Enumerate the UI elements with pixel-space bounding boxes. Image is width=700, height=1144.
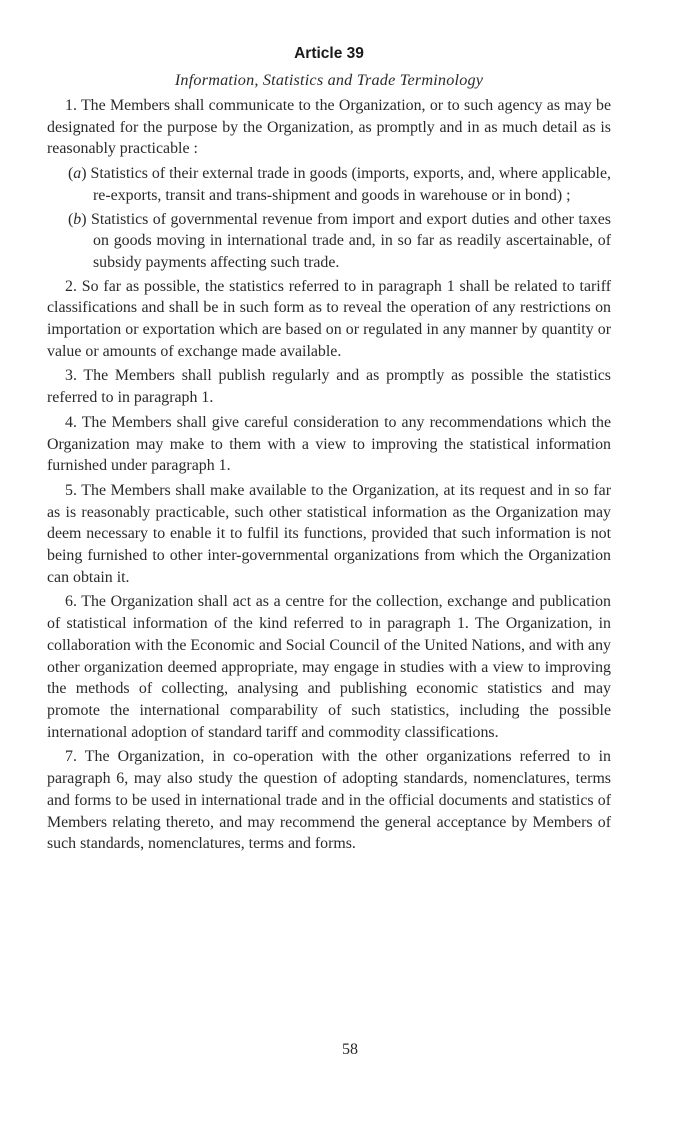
article-title: Article 39 [294, 45, 364, 62]
subparagraph-b [47, 209, 611, 274]
paragraph-5-text: 5. The Members shall make available to the Organization, at its request and in so far as is reasonably practicable, such other statistical information as the Organization may deem necessary to enable it to fulfil its functions, provided that such information is not being furnished to other inter-governmental organizations from which the Organization can obtain it. [47, 481, 611, 586]
subparagraph-b-text: Statistics of governmental revenue from import and export duties and other taxes on goods moving in international trade and, in so far as readily ascertainable, of subsidy payments affecting such trade. [90, 210, 611, 271]
paragraph-1 [47, 95, 611, 160]
subparagraph-a-text: Statistics of their external trade in goods (imports, exports, and, where applicable, re-exports, transit and trans-shipment and goods in warehouse or in bond) ; [90, 165, 611, 204]
paragraph-6-text: 6. The Organization shall act as a centre for the collection, exchange and publication of statistical information of the kind referred to in paragraph 1. The Organization, in collaboration with the Economic and Social Council of the United Nations, and with any other organization deemed appropriate, may engage in studies with a view to improving the methods of collecting, analysing and publishing economic statistics and may promote the international comparability of such statistics, including the possible international adoption of standard tariff and commodity classifications. [47, 593, 611, 741]
paragraph-2-text: 2. So far as possible, the statistics referred to in paragraph 1 shall be related to tariff classifications and shall be in such form as to reveal the operation of any restrictions on importation or exportation which are based on or regulated in any manner by quantity or value or amounts of exchange made available. [47, 277, 611, 360]
article-subtitle: Information, Statistics and Trade Terminology [174, 71, 484, 89]
subparagraph-a-label: (a) [68, 165, 87, 183]
paragraph-3-text: 3. The Members shall publish regularly and as promptly as possible the statistics referred to in paragraph 1. [47, 367, 611, 407]
page-number: 58 [342, 1041, 358, 1058]
paragraph-7 [47, 746, 611, 855]
paragraph-6 [47, 591, 611, 743]
paragraph-5 [47, 480, 611, 589]
paragraph-7-text: 7. The Organization, in co-operation with the other organizations referred to in paragraph 6, may also study the question of adopting standards, nomenclatures, terms and forms to be used in international trade and in the official documents and statistics of Members relating thereto, and may recommend the general acceptance by Members of such standards, nomenclatures, terms and forms. [47, 748, 611, 853]
paragraph-4 [47, 412, 611, 477]
subparagraph-b-label: (b) [68, 210, 87, 228]
paragraph-4-text: 4. The Members shall give careful consideration to any recommendations which the Organization may make to them with a view to improving the statistical information furnished under paragraph 1. [47, 413, 611, 475]
subparagraph-a [47, 163, 611, 206]
paragraph-2 [47, 276, 611, 363]
paragraph-1-text: 1. The Members shall communicate to the Organization, or to such agency as may be designated for the purpose by the Organization, as promptly and in as much detail as is reasonably practicable : [47, 97, 611, 158]
paragraph-3 [47, 365, 611, 408]
document-page [47, 44, 611, 858]
